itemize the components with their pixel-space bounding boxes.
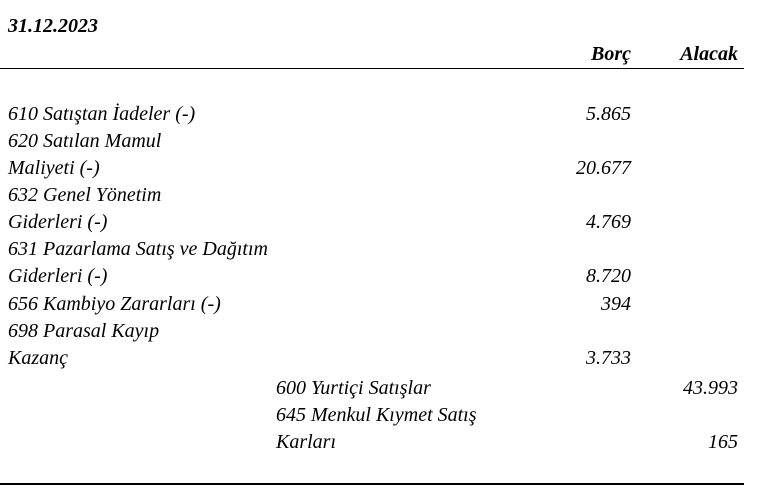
debit-account-label: Kazanç (8, 347, 68, 369)
debit-account-label: Maliyeti (-) (8, 157, 100, 179)
debit-account-label: 610 Satıştan İadeler (-) (8, 103, 196, 125)
debit-amount: 20.677 (576, 157, 631, 179)
debit-account-label: 698 Parasal Kayıp (8, 320, 160, 342)
credit-account-label: 600 Yurtiçi Satışlar (276, 377, 431, 399)
debit-amount: 8.720 (586, 265, 631, 287)
debit-account-label: 620 Satılan Mamul (8, 130, 162, 152)
credit-account-label: Karları (276, 431, 337, 453)
debit-account-label: 656 Kambiyo Zararları (-) (8, 293, 221, 315)
debit-account-label: Giderleri (-) (8, 211, 108, 233)
credit-column-header: Alacak (680, 43, 738, 65)
debit-amount: 394 (601, 293, 631, 315)
debit-account-label: Giderleri (-) (8, 265, 108, 287)
debit-amount: 5.865 (586, 103, 631, 125)
debit-column-header: Borç (591, 43, 631, 65)
debit-account-label: 631 Pazarlama Satış ve Dağıtım (8, 238, 268, 260)
credit-amount: 43.993 (683, 377, 738, 399)
header-rule (0, 68, 744, 69)
debit-account-label: 632 Genel Yönetim (8, 184, 162, 206)
debit-amount: 4.769 (586, 211, 631, 233)
credit-amount: 165 (708, 431, 738, 453)
debit-amount: 3.733 (586, 347, 631, 369)
credit-account-label: 645 Menkul Kıymet Satış (276, 404, 477, 426)
footer-rule (0, 483, 744, 485)
entry-date: 31.12.2023 (8, 15, 98, 37)
